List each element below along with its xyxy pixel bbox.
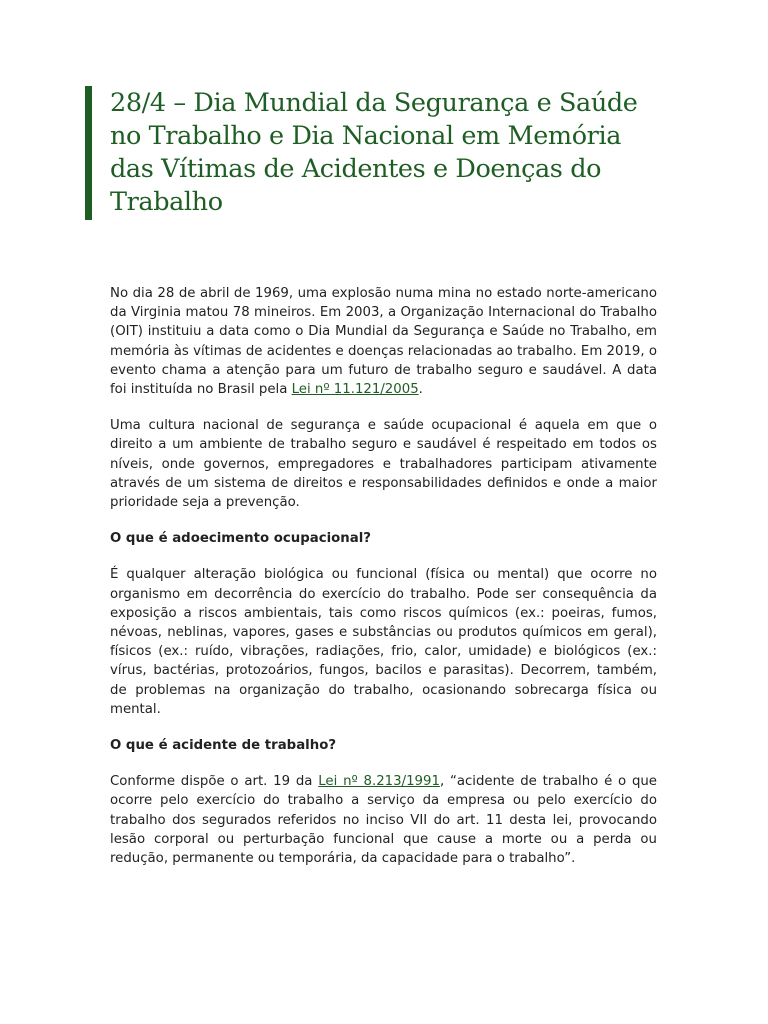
- page-title: 28/4 – Dia Mundial da Segurança e Saúde no Trabalho e Dia Nacional em Memória das Vítimas de Acidentes e Doenças do Trabalho: [110, 88, 638, 217]
- paragraph-culture: Uma cultura nacional de segurança e saúde ocupacional é aquela em que o direito a um ambiente de trabalho seguro e saudável é respeitado em todos os níveis, onde governos, empregadores e trabalhadores participam ativamente através de um sistema de direitos e responsabilidades definidos e onde a maior prioridade seja a prevenção.: [110, 418, 657, 511]
- paragraph-acidente-start: Conforme dispõe o art. 19 da: [110, 774, 319, 790]
- article-body: [110, 284, 657, 885]
- heading-adoecimento: O que é adoecimento ocupacional?: [110, 531, 372, 547]
- law-link-8213[interactable]: Lei nº 8.213/1991: [318, 774, 440, 790]
- law-link-11121[interactable]: Lei nº 11.121/2005: [291, 382, 419, 398]
- paragraph-intro: [110, 284, 657, 399]
- paragraph-adoecimento: É qualquer alteração biológica ou funcional (física ou mental) que ocorre no organismo em decorrência do exercício do trabalho. Pode ser consequência da exposição a riscos ambientais, tais como riscos químicos (ex.: poeiras, fumos, névoas, neblinas, vapores, gases e substâncias ou produtos químicos em geral), físicos (ex.: ruído, vibrações, radiações, frio, calor, umidade) e biológicos (ex.: vírus, bactérias, protozoários, fungos, bacilos e parasitas). Decorrem, também, de problemas na organização do trabalho, ocasionando sobrecarga física ou mental.: [110, 567, 657, 717]
- title-block: [85, 86, 665, 220]
- title-accent-bar: [85, 86, 92, 220]
- paragraph-acidente: [110, 772, 657, 868]
- heading-acidente: O que é acidente de trabalho?: [110, 738, 337, 754]
- paragraph-acidente-text: , “acidente de trabalho é o que ocorre pelo exercício do trabalho a serviço da empresa ou pelo exercício do trabalho dos segurados referidos no inciso VII do art. 11 desta lei, provocando lesão corporal ou perturbação funcional que cause a morte ou a perda ou redução, permanente ou temporária, da capacidade para o trabalho”.: [110, 774, 657, 867]
- paragraph-intro-end: .: [418, 382, 423, 398]
- paragraph-intro-text: No dia 28 de abril de 1969, uma explosão numa mina no estado norte-americano da Virginia matou 78 mineiros. Em 2003, a Organização Internacional do Trabalho (OIT) instituiu a data como o Dia Mundial da Segurança e Saúde no Trabalho, em memória às vítimas de acidentes e doenças relacionadas ao trabalho. Em 2019, o evento chama a atenção para um futuro de trabalho seguro e saudável. A data foi instituída no Brasil pela: [110, 286, 657, 398]
